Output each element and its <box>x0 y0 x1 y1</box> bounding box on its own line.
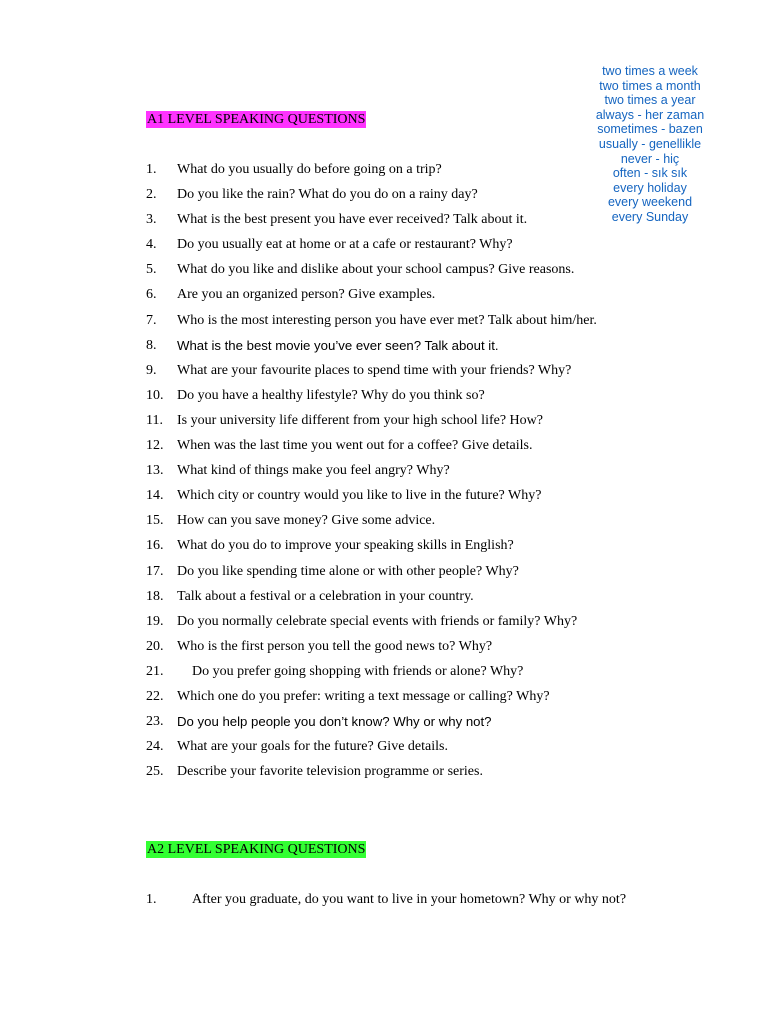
question-number: 12. <box>146 438 164 454</box>
question-text: What kind of things make you feel angry? Why? <box>177 463 450 479</box>
question-number: 17. <box>146 563 164 579</box>
question-item <box>0 211 768 236</box>
question-item <box>0 161 768 186</box>
question-number: 24. <box>146 739 164 755</box>
question-item <box>0 487 768 512</box>
question-item <box>0 638 768 663</box>
question-number: 21. <box>146 663 164 679</box>
question-item <box>0 891 768 916</box>
question-item <box>0 663 768 688</box>
question-number: 20. <box>146 638 164 654</box>
question-number: 18. <box>146 588 164 604</box>
question-number: 23. <box>146 714 164 730</box>
question-item <box>0 763 768 788</box>
question-item <box>0 613 768 638</box>
question-number: 11. <box>146 412 163 428</box>
question-item <box>0 312 768 337</box>
question-item <box>0 362 768 387</box>
question-item <box>0 186 768 211</box>
question-text: Do you prefer going shopping with friends or alone? Why? <box>192 663 524 679</box>
question-text: Do you usually eat at home or at a cafe or restaurant? Why? <box>177 237 513 253</box>
a1-level-heading: A1 LEVEL SPEAKING QUESTIONS <box>147 112 366 127</box>
question-text: Which one do you prefer: writing a text message or calling? Why? <box>177 688 550 704</box>
question-text: After you graduate, do you want to live in your hometown? Why or why not? <box>192 892 627 907</box>
question-item <box>0 286 768 311</box>
question-item <box>0 512 768 537</box>
question-text: Which city or country would you like to live in the future? Why? <box>177 488 542 504</box>
question-text: What do you usually do before going on a trip? <box>177 162 442 177</box>
frequency-word: every holiday <box>613 180 687 195</box>
question-item <box>0 688 768 713</box>
question-number: 2. <box>146 187 157 203</box>
question-number: 1. <box>146 162 157 177</box>
question-number: 6. <box>146 287 157 303</box>
question-number: 19. <box>146 613 164 629</box>
question-item <box>0 412 768 437</box>
question-number: 15. <box>146 513 164 529</box>
a2-question-list <box>0 891 768 916</box>
a2-level-heading: A2 LEVEL SPEAKING QUESTIONS <box>147 842 366 857</box>
question-number: 4. <box>146 237 157 253</box>
question-item <box>0 563 768 588</box>
question-item <box>0 462 768 487</box>
question-text: Describe your favorite television programme or series. <box>177 764 483 780</box>
question-item <box>0 337 768 362</box>
question-text: What is the best movie you’ve ever seen? Talk about it. <box>177 337 499 353</box>
question-text: What do you do to improve your speaking skills in English? <box>177 538 514 554</box>
question-text: Do you normally celebrate special events with friends or family? Why? <box>177 613 578 629</box>
frequency-word: always - her zaman <box>595 107 705 122</box>
a1-question-list <box>0 161 768 788</box>
question-text: When was the last time you went out for a coffee? Give details. <box>177 438 533 454</box>
question-number: 13. <box>146 463 164 479</box>
question-item <box>0 588 768 613</box>
frequency-word: never - hiç <box>620 151 680 166</box>
frequency-word: two times a week <box>602 64 698 78</box>
frequency-word: often - sık sık <box>612 166 688 181</box>
question-text: Do you have a healthy lifestyle? Why do you think so? <box>177 387 485 403</box>
question-text: What are your goals for the future? Give details. <box>177 739 448 755</box>
question-text: Is your university life different from your high school life? How? <box>177 412 543 428</box>
frequency-word: two times a month <box>599 78 701 93</box>
question-text: Talk about a festival or a celebration in your country. <box>177 588 474 604</box>
question-number: 7. <box>146 312 157 328</box>
question-item <box>0 738 768 763</box>
question-item <box>0 437 768 462</box>
question-number: 5. <box>146 262 157 278</box>
question-item <box>0 713 768 738</box>
frequency-word: every Sunday <box>611 209 689 224</box>
question-text: How can you save money? Give some advice. <box>177 513 436 529</box>
question-number: 25. <box>146 764 164 780</box>
question-text: Do you like spending time alone or with other people? Why? <box>177 563 519 579</box>
question-text: What are your favourite places to spend time with your friends? Why? <box>177 362 572 378</box>
question-number: 10. <box>146 387 164 403</box>
question-item <box>0 236 768 261</box>
question-number: 16. <box>146 538 164 554</box>
question-number: 8. <box>146 337 157 353</box>
question-text: Who is the first person you tell the good news to? Why? <box>177 638 493 654</box>
frequency-word: usually - genellikle <box>598 136 702 151</box>
question-item <box>0 387 768 412</box>
question-number: 3. <box>146 212 157 228</box>
question-number: 22. <box>146 688 164 704</box>
question-text: What is the best present you have ever received? Talk about it. <box>177 212 528 228</box>
question-number: 9. <box>146 362 157 378</box>
question-number: 1. <box>146 892 157 907</box>
question-text: Do you like the rain? What do you do on a rainy day? <box>177 187 478 203</box>
question-number: 14. <box>146 488 164 504</box>
question-item <box>0 537 768 562</box>
question-text: What do you like and dislike about your school campus? Give reasons. <box>177 262 575 278</box>
frequency-word: sometimes - bazen <box>597 122 703 137</box>
frequency-word: every weekend <box>607 195 693 210</box>
frequency-word: two times a year <box>604 93 696 108</box>
question-text: Do you help people you don’t know? Why or why not? <box>177 714 492 730</box>
question-text: Are you an organized person? Give examples. <box>177 287 436 303</box>
question-text: Who is the most interesting person you have ever met? Talk about him/her. <box>177 312 597 328</box>
question-item <box>0 261 768 286</box>
